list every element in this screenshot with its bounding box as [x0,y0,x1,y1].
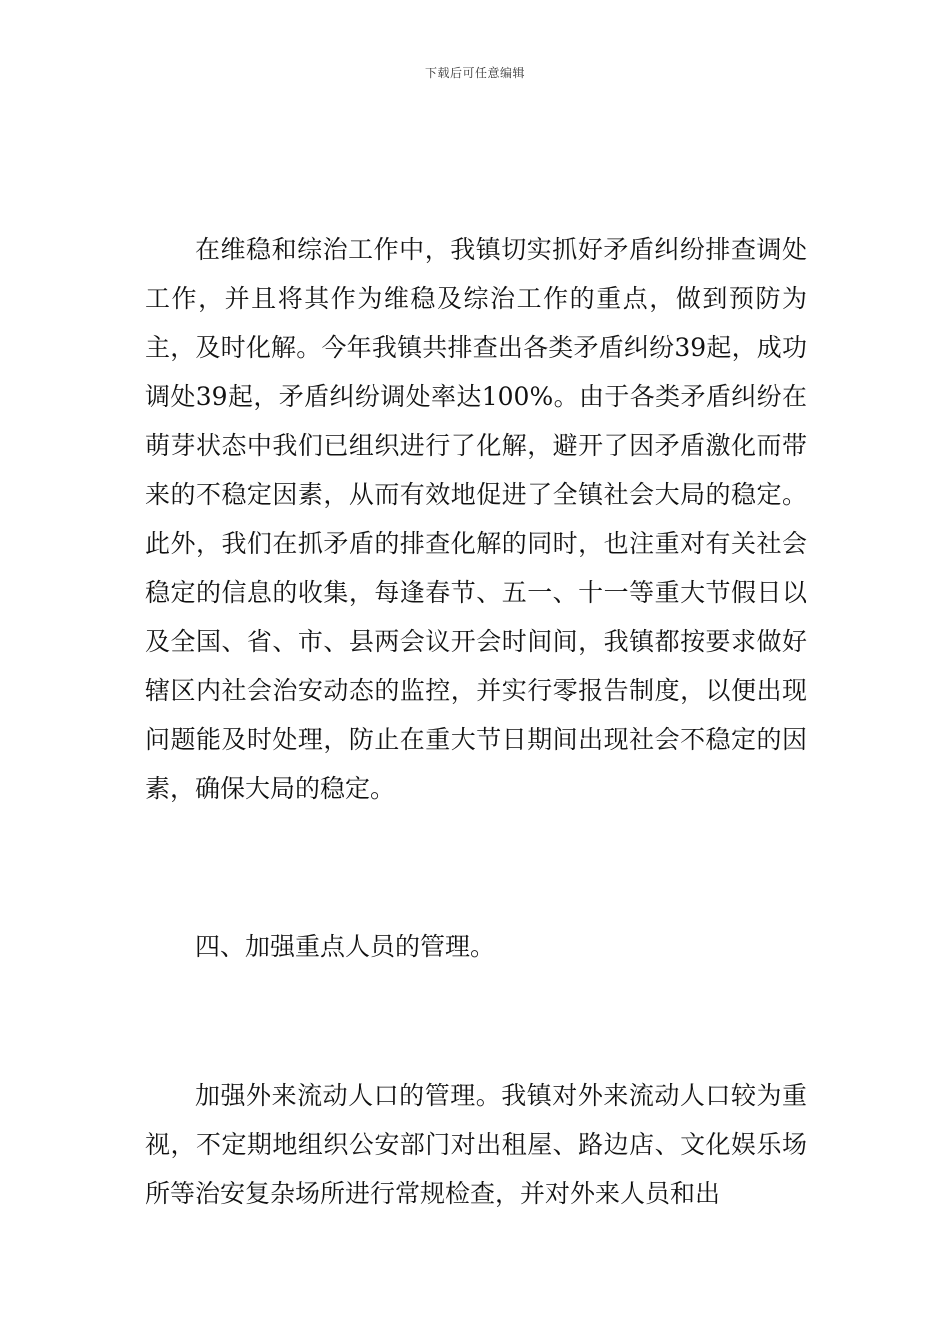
page-header-note: 下载后可任意编辑 [424,66,525,80]
body-paragraph: 加强外来流动人口的管理。我镇对外来流动人口较为重视，不定期地组织公安部门对出租屋、路边店、文化娱乐场所等治安复杂场所进行常规检查，并对外来人员和出 [145,1081,807,1208]
body-paragraph: 在维稳和综治工作中，我镇切实抓好矛盾纠纷排查调处工作，并且将其作为维稳及综治工作的重点，做到预防为主，及时化解。今年我镇共排查出各类矛盾纠纷39起，成功调处39起，矛盾纠纷调处率达100%。由于各类矛盾纠纷在萌芽状态中我们已组织进行了化解，避开了因矛盾激化而带来的不稳定因素，从而有效地促进了全镇社会大局的稳定。此外，我们在抓矛盾的排查化解的同时，也注重对有关社会稳定的信息的收集，每逢春节、五一、十一等重大节假日以及全国、省、市、县两会议开会时间间，我镇都按要求做好辖区内社会治安动态的监控，并实行零报告制度，以便出现问题能及时处理，防止在重大节日期间出现社会不稳定的因素，确保大局的稳定。 [145,235,807,803]
section-heading: 四、加强重点人员的管理。 [195,932,496,961]
